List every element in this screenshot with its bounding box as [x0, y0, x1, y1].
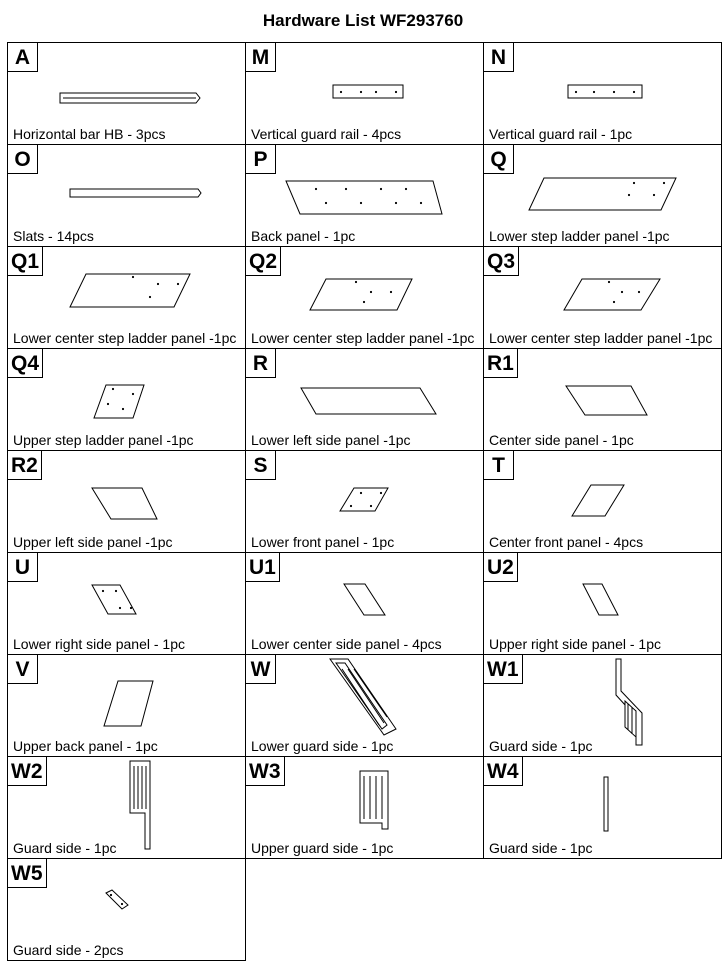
screw-hole [325, 202, 327, 204]
part-outline [568, 85, 642, 98]
screw-hole [119, 607, 121, 609]
screw-hole [102, 590, 104, 592]
part-letter: A [8, 43, 38, 72]
part-label: Lower step ladder panel -1pc [489, 228, 670, 244]
part-label: Upper right side panel - 1pc [489, 636, 661, 652]
screw-hole [149, 296, 151, 298]
part-cell-m [245, 42, 484, 145]
part-letter: U1 [246, 553, 280, 582]
screw-hole [663, 182, 665, 184]
part-outline [310, 279, 412, 310]
part-label: Lower center step ladder panel -1pc [251, 330, 475, 346]
part-label: Horizontal bar HB - 3pcs [13, 126, 166, 142]
screw-hole [177, 283, 179, 285]
part-outline [286, 181, 442, 214]
part-label: Lower front panel - 1pc [251, 534, 395, 550]
screw-hole [345, 188, 347, 190]
part-label: Vertical guard rail - 4pcs [251, 126, 402, 142]
part-outline [564, 279, 660, 310]
part-cell-t [483, 450, 722, 553]
part-label: Back panel - 1pc [251, 228, 356, 244]
screw-hole [363, 301, 365, 303]
part-outline [104, 681, 153, 726]
screw-hole [390, 291, 392, 293]
screw-hole [621, 291, 623, 293]
screw-hole [575, 91, 577, 93]
part-cell-w2 [7, 756, 246, 859]
part-letter: T [484, 451, 514, 480]
part-label: Upper left side panel -1pc [13, 534, 173, 550]
part-cell-o [7, 144, 246, 247]
part-outline [130, 761, 150, 849]
part-cell-q [483, 144, 722, 247]
part-letter: U [8, 553, 38, 582]
part-outline [344, 584, 385, 615]
part-cell-v [7, 654, 246, 757]
part-cell-u1 [245, 552, 484, 655]
part-label: Lower center side panel - 4pcs [251, 636, 442, 652]
part-letter: N [484, 43, 514, 72]
part-cell-n [483, 42, 722, 145]
part-outline [301, 388, 436, 414]
part-cell-w4 [483, 756, 722, 859]
part-letter: W [246, 655, 276, 684]
part-label: Vertical guard rail - 1pc [489, 126, 633, 142]
part-letter: Q2 [246, 247, 281, 276]
screw-hole [121, 903, 123, 905]
part-cell-w3 [245, 756, 484, 859]
part-cell-u2 [483, 552, 722, 655]
part-cell-q3 [483, 246, 722, 349]
part-label: Center front panel - 4pcs [489, 534, 644, 550]
part-outline [616, 659, 642, 745]
screw-hole [122, 408, 124, 410]
screw-hole [360, 492, 362, 494]
part-label: Upper back panel - 1pc [13, 738, 158, 754]
part-letter: Q4 [8, 349, 43, 378]
part-letter: W1 [484, 655, 523, 684]
part-outline [333, 85, 403, 98]
part-letter: U2 [484, 553, 518, 582]
screw-hole [613, 301, 615, 303]
part-letter: W3 [246, 757, 285, 786]
part-label: Lower left side panel -1pc [251, 432, 411, 448]
screw-hole [613, 91, 615, 93]
screw-hole [355, 281, 357, 283]
part-cell-w [245, 654, 484, 757]
part-letter: W4 [484, 757, 523, 786]
screw-hole [653, 194, 655, 196]
part-outline [583, 584, 618, 615]
part-label: Guard side - 1pc [13, 840, 117, 856]
screw-hole [132, 393, 134, 395]
screw-hole [633, 91, 635, 93]
part-label: Upper step ladder panel -1pc [13, 432, 194, 448]
part-outline [340, 488, 388, 511]
part-letter: Q1 [8, 247, 43, 276]
part-letter: W5 [8, 859, 47, 888]
screw-hole [350, 505, 352, 507]
part-cell-q2 [245, 246, 484, 349]
part-cell-s [245, 450, 484, 553]
part-cell-p [245, 144, 484, 247]
screw-hole [593, 91, 595, 93]
part-outline [70, 274, 190, 307]
screw-hole [405, 188, 407, 190]
part-cell-r1 [483, 348, 722, 451]
part-letter: O [8, 145, 38, 174]
part-letter: P [246, 145, 276, 174]
screw-hole [360, 91, 362, 93]
part-label: Lower center step ladder panel -1pc [13, 330, 237, 346]
screw-hole [115, 590, 117, 592]
part-label: Center side panel - 1pc [489, 432, 634, 448]
screw-hole [395, 202, 397, 204]
part-label: Guard side - 1pc [489, 840, 593, 856]
part-outline [70, 189, 201, 197]
screw-hole [370, 291, 372, 293]
part-label: Upper guard side - 1pc [251, 840, 394, 856]
screw-hole [420, 202, 422, 204]
part-label: Lower right side panel - 1pc [13, 636, 185, 652]
part-outline [106, 890, 128, 909]
screw-hole [638, 291, 640, 293]
part-label: Lower guard side - 1pc [251, 738, 394, 754]
part-label: Guard side - 2pcs [13, 942, 124, 958]
part-outline [92, 585, 136, 614]
part-letter: S [246, 451, 276, 480]
screw-hole [130, 607, 132, 609]
part-label: Slats - 14pcs [13, 228, 94, 244]
part-label: Guard side - 1pc [489, 738, 593, 754]
part-letter: R2 [8, 451, 42, 480]
screw-hole [107, 403, 109, 405]
screw-hole [112, 388, 114, 390]
part-cell-w1 [483, 654, 722, 757]
part-cell-u [7, 552, 246, 655]
screw-hole [633, 182, 635, 184]
screw-hole [375, 91, 377, 93]
page-title: Hardware List WF293760 [262, 11, 464, 30]
screw-hole [608, 281, 610, 283]
part-outline [604, 777, 608, 831]
part-cell-r2 [7, 450, 246, 553]
part-outline [94, 385, 144, 418]
part-letter: R1 [484, 349, 518, 378]
part-letter: V [8, 655, 38, 684]
screw-hole [380, 492, 382, 494]
screw-hole [340, 91, 342, 93]
part-label: Lower center step ladder panel -1pc [489, 330, 713, 346]
screw-hole [628, 194, 630, 196]
part-outline [572, 485, 624, 516]
part-letter: Q3 [484, 247, 519, 276]
screw-hole [157, 283, 159, 285]
part-outline [92, 488, 157, 519]
part-letter: Q [484, 145, 514, 174]
screw-hole [380, 188, 382, 190]
part-cell-q1 [7, 246, 246, 349]
screw-hole [395, 91, 397, 93]
part-outline [566, 386, 647, 415]
part-letter: R [246, 349, 276, 378]
part-cell-a [7, 42, 246, 145]
screw-hole [132, 276, 134, 278]
part-cell-q4 [7, 348, 246, 451]
part-cell-r [245, 348, 484, 451]
screw-hole [360, 202, 362, 204]
part-letter: W2 [8, 757, 47, 786]
screw-hole [315, 188, 317, 190]
part-outline [336, 663, 387, 729]
part-cell-w5 [7, 858, 246, 961]
screw-hole [370, 505, 372, 507]
part-letter: M [246, 43, 276, 72]
screw-hole [110, 894, 112, 896]
